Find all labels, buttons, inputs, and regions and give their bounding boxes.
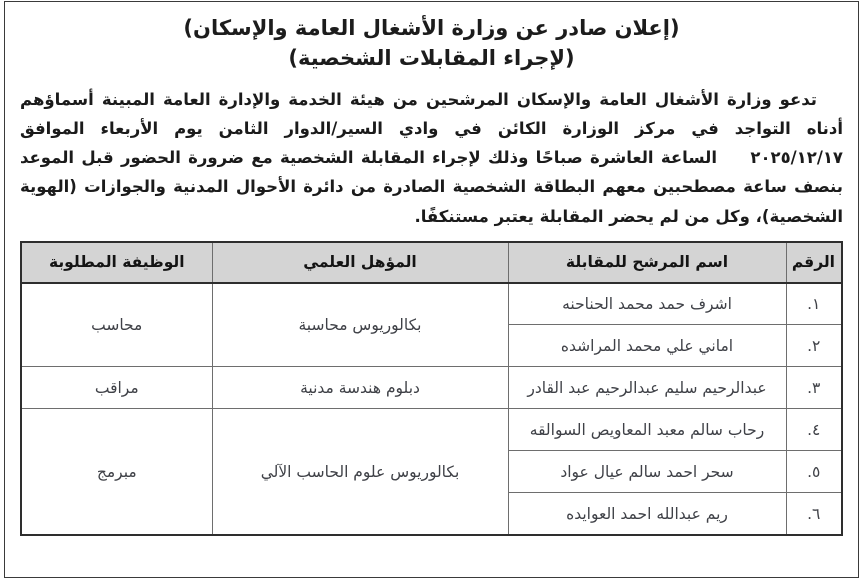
table-row [21,409,842,451]
qualification-cell: بكالوريوس محاسبة [212,283,508,367]
candidate-name-cell: سحر احمد سالم عيال عواد [508,451,786,493]
announcement-body [20,85,843,231]
candidate-name-cell: اشرف حمد محمد الحناحنه [508,283,786,325]
title-line-1: (إعلان صادر عن وزارة الأشغال العامة والإسكان) [183,16,680,40]
header-number: الرقم [786,242,842,283]
candidate-name-cell: ريم عبدالله احمد العوايده [508,493,786,535]
position-cell: مبرمج [21,409,212,535]
position-cell: مراقب [21,367,212,409]
row-number-cell: ٤. [786,409,842,451]
candidates-table [20,241,843,536]
body-text-before-date: تدعو وزارة الأشغال العامة والإسكان المرشحين من هيئة الخدمة والإدارة العامة المبينة أسماؤهم أدناه التواجد في مركز الوزارة الكائن في وادي السير/الدوار الثامن يوم الأربعاء الموافق [20,89,843,139]
candidate-name-cell: اماني علي محمد المراشده [508,325,786,367]
row-number-cell: ٣. [786,367,842,409]
candidate-name-cell: رحاب سالم معبد المعاويص السوالقه [508,409,786,451]
row-number-cell: ٥. [786,451,842,493]
title-line-2: (لإجراء المقابلات الشخصية) [288,46,575,71]
row-number-cell: ٦. [786,493,842,535]
header-position: الوظيفة المطلوبة [21,242,212,283]
row-number-cell: ١. [786,283,842,325]
candidate-name-cell: عبدالرحيم سليم عبدالرحيم عبد القادر [508,367,786,409]
candidates-tbody [21,283,842,535]
qualification-cell: بكالوريوس علوم الحاسب الآلي [212,409,508,535]
body-text-after-date: الساعة العاشرة صباحًا وذلك لإجراء المقابلة الشخصية مع ضرورة الحضور قبل الموعد بنصف ساعة مصطحبين معهم البطاقة الشخصية الصادرة من دائرة الأحوال المدنية والجوازات (الهوية الشخصية)، وكل من لم يحضر المقابلة يعتبر مستنكفًا. [20,148,843,226]
qualification-cell: دبلوم هندسة مدنية [212,367,508,409]
interview-date: ٢٠٢٥/١٢/١٧ [750,148,843,168]
header-qualification: المؤهل العلمي [212,242,508,283]
header-candidate-name: اسم المرشح للمقابلة [508,242,786,283]
table-header [21,242,842,283]
table-header-row [21,242,842,283]
position-cell: محاسب [21,283,212,367]
table-row [21,367,842,409]
table-row [21,283,842,325]
page-title [20,13,843,74]
row-number-cell: ٢. [786,325,842,367]
